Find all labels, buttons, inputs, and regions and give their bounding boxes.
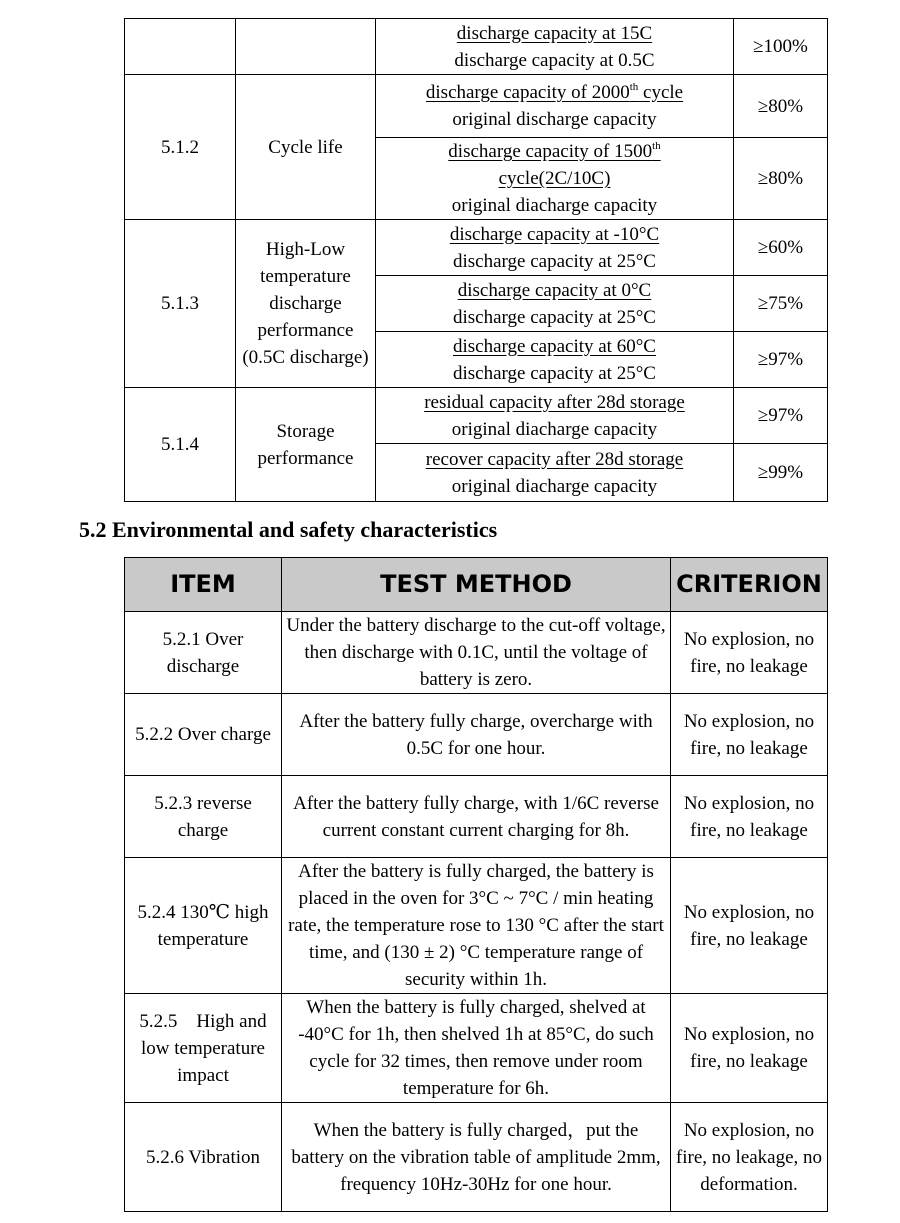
fraction: [453, 333, 656, 387]
safety-table: [124, 557, 828, 1212]
item-id-cell: 5.1.3: [125, 220, 236, 388]
column-header-criterion: CRITERION: [671, 558, 828, 612]
criterion-cell: ≥99%: [734, 444, 828, 502]
item-cell: 5.2.6 Vibration: [125, 1103, 282, 1212]
criterion-cell: ≥80%: [734, 75, 828, 138]
numerator: discharge capacity of 2000th cycle: [425, 81, 684, 103]
numerator: discharge capacity of 1500th cycle(2C/10C): [448, 140, 661, 189]
fraction: [432, 138, 677, 219]
item-name-cell: Cycle life: [236, 75, 376, 220]
item-name-cell: Storage performance: [236, 388, 376, 502]
formula-cell: [376, 444, 734, 502]
method-cell: Under the battery discharge to the cut-off voltage, then discharge with 0.1C, until the voltage of battery is zero.: [282, 612, 671, 694]
criterion-cell: ≥97%: [734, 332, 828, 388]
denominator: original diacharge capacity: [451, 195, 658, 216]
performance-table: [124, 18, 828, 502]
table-row: [125, 776, 828, 858]
table-row: [125, 994, 828, 1103]
criterion-cell: No explosion, no fire, no leakage: [671, 994, 828, 1103]
fraction: [453, 277, 656, 331]
table-row: [125, 1103, 828, 1212]
criterion-cell: No explosion, no fire, no leakage: [671, 776, 828, 858]
table-row: [125, 19, 828, 75]
numerator: discharge capacity at 15C: [456, 22, 653, 44]
table-row: [125, 388, 828, 444]
column-header-item: ITEM: [125, 558, 282, 612]
section-title: 5.2 Environmental and safety characteristics: [79, 517, 498, 542]
fraction: [450, 221, 659, 275]
formula-cell: [376, 19, 734, 75]
fraction: [424, 389, 685, 443]
numerator: discharge capacity at -10°C: [449, 223, 660, 245]
criterion-cell: ≥97%: [734, 388, 828, 444]
criterion-cell: No explosion, no fire, no leakage: [671, 694, 828, 776]
denominator: discharge capacity at 25°C: [453, 250, 656, 272]
method-cell: After the battery fully charge, with 1/6C reverse current constant current charging for 8h.: [282, 776, 671, 858]
criterion-cell: ≥80%: [734, 138, 828, 220]
criterion-cell: ≥60%: [734, 220, 828, 276]
formula-cell: [376, 388, 734, 444]
item-cell: 5.2.2 Over charge: [125, 694, 282, 776]
item-id-cell: 5.1.2: [125, 75, 236, 220]
table-row: [125, 75, 828, 138]
numerator: discharge capacity at 0°C: [457, 279, 652, 301]
item-cell: 5.2.3 reverse charge: [125, 776, 282, 858]
header-row: [125, 558, 828, 612]
denominator: discharge capacity at 25°C: [453, 306, 656, 328]
formula-cell: [376, 220, 734, 276]
formula-cell: [376, 332, 734, 388]
fraction: [454, 20, 654, 74]
item-cell: 5.2.5 High and low temperature impact: [125, 994, 282, 1103]
criterion-cell: No explosion, no fire, no leakage: [671, 858, 828, 994]
item-name-cell: High-Low temperature discharge performance (0.5C discharge): [236, 220, 376, 388]
item-name-cell: [236, 19, 376, 75]
denominator: discharge capacity at 0.5C: [454, 49, 655, 71]
denominator: discharge capacity at 25°C: [453, 362, 656, 384]
method-cell: When the battery is fully charged，put the battery on the vibration table of amplitude 2mm, frequency 10Hz-30Hz for one hour.: [282, 1103, 671, 1212]
table-row: [125, 612, 828, 694]
fraction: [426, 446, 683, 500]
denominator: original diacharge capacity: [451, 475, 658, 497]
table-row: [125, 220, 828, 276]
method-cell: After the battery fully charge, overcharge with 0.5C for one hour.: [282, 694, 671, 776]
criterion-cell: ≥100%: [734, 19, 828, 75]
item-id-cell: 5.1.4: [125, 388, 236, 502]
method-cell: When the battery is fully charged, shelved at -40°C for 1h, then shelved 1h at 85°C, do such cycle for 32 times, then remove under room temperature for 6h.: [282, 994, 671, 1103]
formula-cell: [376, 75, 734, 138]
numerator: discharge capacity at 60°C: [453, 335, 656, 357]
fraction: [426, 79, 683, 133]
table-row: [125, 694, 828, 776]
formula-cell: [376, 138, 734, 220]
formula-cell: [376, 276, 734, 332]
item-cell: 5.2.1 Over discharge: [125, 612, 282, 694]
item-id-cell: [125, 19, 236, 75]
criterion-cell: ≥75%: [734, 276, 828, 332]
column-header-test-method: TEST METHOD: [282, 558, 671, 612]
denominator: original discharge capacity: [452, 109, 657, 130]
denominator: original diacharge capacity: [451, 418, 658, 440]
item-cell: 5.2.4 130℃ high temperature: [125, 858, 282, 994]
criterion-cell: No explosion, no fire, no leakage, no deformation.: [671, 1103, 828, 1212]
criterion-cell: No explosion, no fire, no leakage: [671, 612, 828, 694]
numerator: recover capacity after 28d storage: [425, 448, 684, 470]
table-row: [125, 858, 828, 994]
method-cell: After the battery is fully charged, the battery is placed in the oven for 3°C ~ 7°C / min heating rate, the temperature rose to 130 °C after the start time, and (130 ± 2) °C temperature range of security within 1h.: [282, 858, 671, 994]
numerator: residual capacity after 28d storage: [424, 391, 685, 413]
